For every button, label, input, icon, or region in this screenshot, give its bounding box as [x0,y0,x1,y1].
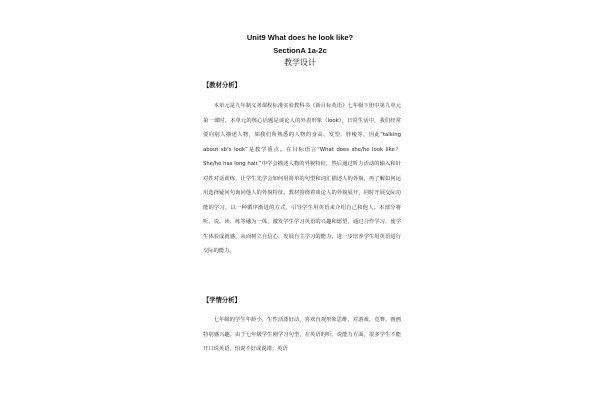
document-title-unit: Unit9 What does he look like? [246,33,354,42]
section-paragraph-student-analysis: 七年级的学生年龄小，生性活泼好动，喜欢直观形象思维，对游戏、竞赛、画画特别感兴趣。由于七年级学生刚学习句型，在英语的听、说能力方面，很多学生不能开口说英语，怕说不好或说错；英语 [203,317,401,352]
document-title-section: SectionA 1a-2c [273,46,327,55]
document-title-cn: 教学设计 [284,58,316,67]
section-heading-textbook-analysis: 【教材分析】 [203,82,241,89]
section-paragraph-textbook-analysis: 本单元是九年制义务课程标准实验教科书《新目标英语》七年级下册中第九单元第一课时，本单元的核心话题是谈论人的外表形象（look），日常生活中，我们经常要向别人描述人物，如我们所熟悉的人物的身高、发型、胖瘦等，因此“talking about sb’s look”是教学重点。在目标语言“What does she/he look like？She/he has long hair.”中学会描述人物的外貌特征，然后通过听力活动的输入和针对性对话训练，让学生先学会如何用简单的句型和词汇描述人的外貌，再了解如何运用选择疑问句询问他人的外貌特征。教材围绕着谈论人的外貌展开，同时开展交际功能的学习，以一种循序渐进的方式，引导学生用英语来介绍自己和他人。本部分将听、说、读、练等融为一体，激发学生学习英语的兴趣和愿望，通过合作学习，使学生体验成就感，从而树立自信心、发展自主学习的能力，进一步培养学生用英语进行交际的能力。 [203,103,401,254]
section-heading-student-analysis: 【学情分析】 [203,297,241,304]
